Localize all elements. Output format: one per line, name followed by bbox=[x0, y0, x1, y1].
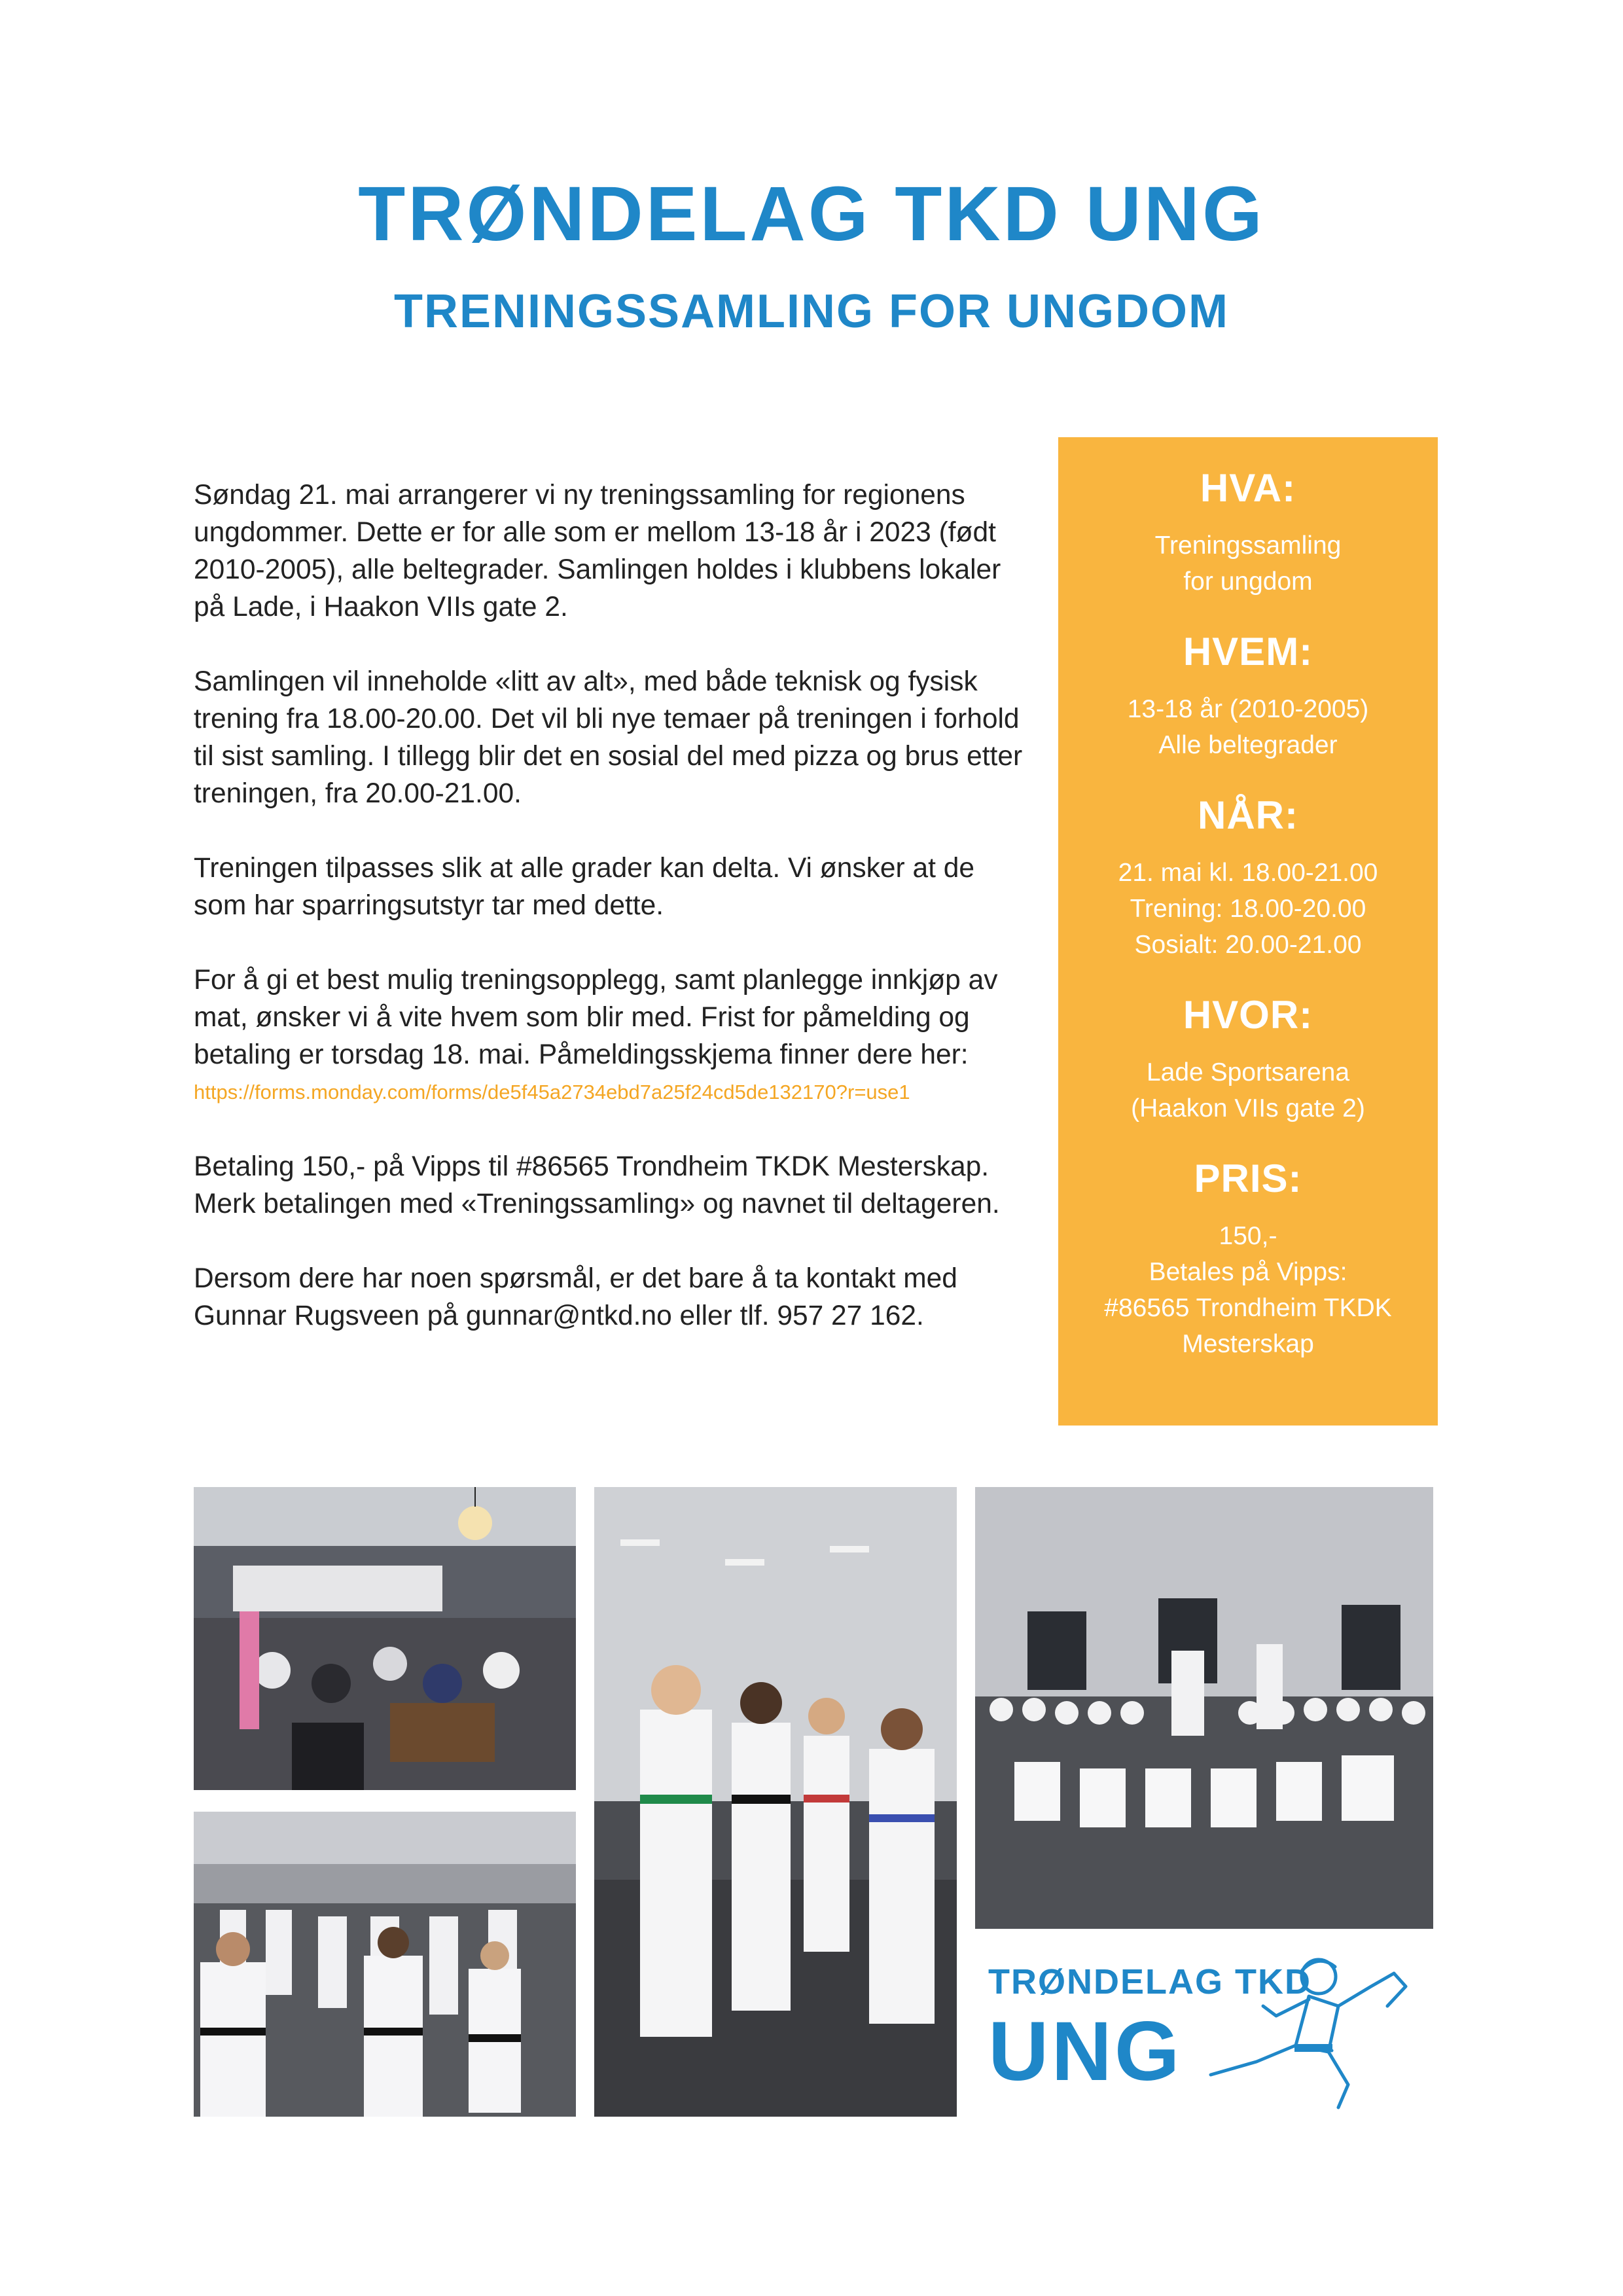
info-price-line: Mesterskap bbox=[1182, 1330, 1314, 1358]
info-price-line: #86565 Trondheim TKDK bbox=[1104, 1294, 1392, 1322]
page-title: TRØNDELAG TKD UNG bbox=[358, 171, 1265, 257]
info-who-line: Alle beltegrader bbox=[1158, 731, 1338, 759]
info-where bbox=[1058, 993, 1438, 1126]
page-subtitle: TRENINGSSAMLING FOR UNGDOM bbox=[394, 285, 1229, 338]
photo-lineup bbox=[194, 1812, 576, 2117]
info-box bbox=[1058, 437, 1438, 1426]
info-what-heading: HVA: bbox=[1200, 466, 1296, 510]
info-who bbox=[1058, 632, 1438, 763]
info-price bbox=[1058, 1159, 1438, 1362]
paragraph-grades: Treningen tilpasses slik at alle grader kan delta. Vi ønsker at de som har sparringsutstyr tar med dette. bbox=[194, 853, 974, 921]
paragraph-intro: Søndag 21. mai arrangerer vi ny treningssamling for regionens ungdommer. Dette er for alle som er mellom 13-18 år i 2023 (født 2010-2005), alle beltegrader. Samlingen holdes i klubbens lokaler på Lade, i Haakon VIIs gate 2. bbox=[194, 480, 1001, 622]
info-when-heading: NÅR: bbox=[1198, 793, 1298, 837]
paragraph-contact: Dersom dere har noen spørsmål, er det bare å ta kontakt med Gunnar Rugsveen på gunnar@ntkd.no eller tlf. 957 27 162. bbox=[194, 1263, 957, 1331]
info-where-line: (Haakon VIIs gate 2) bbox=[1131, 1094, 1365, 1122]
info-what-line: Treningssamling bbox=[1154, 531, 1342, 560]
brand-logo bbox=[988, 1947, 1440, 2117]
info-when-line: Trening: 18.00-20.00 bbox=[1130, 895, 1366, 923]
info-price-line: 150,- bbox=[1219, 1222, 1277, 1250]
info-where-line: Lade Sportsarena bbox=[1146, 1058, 1350, 1086]
info-when-line: Sosialt: 20.00-21.00 bbox=[1134, 931, 1362, 959]
info-where-heading: HVOR: bbox=[1183, 993, 1313, 1037]
info-price-line: Betales på Vipps: bbox=[1149, 1258, 1347, 1286]
paragraph-registration bbox=[194, 961, 1031, 1111]
photo-training bbox=[594, 1487, 957, 2117]
info-when bbox=[1058, 793, 1438, 963]
info-who-line: 13-18 år (2010-2005) bbox=[1127, 695, 1369, 723]
photo-circle bbox=[975, 1487, 1433, 1929]
registration-link[interactable]: https://forms.monday.com/forms/de5f45a2734ebd7a25f24cd5de132170?r=use1 bbox=[194, 1081, 910, 1103]
info-what-line: for ungdom bbox=[1183, 567, 1313, 596]
paragraph-content: Samlingen vil inneholde «litt av alt», med både teknisk og fysisk trening fra 18.00-20.00. Det vil bli nye temaer på treningen i forhold til sist samling. I tillegg blir det en sosial del med pizza og brus etter treningen, fra 20.00-21.00. bbox=[194, 666, 1023, 809]
info-when-line: 21. mai kl. 18.00-21.00 bbox=[1118, 859, 1378, 887]
logo-text-line2: UNG bbox=[988, 2005, 1183, 2098]
body-text bbox=[194, 476, 1031, 1372]
paragraph-payment: Betaling 150,- på Vipps til #86565 Trondheim TKDK Mesterskap. Merk betalingen med «Treningssamling» og navnet til deltageren. bbox=[194, 1151, 1000, 1219]
info-who-heading: HVEM: bbox=[1183, 630, 1313, 673]
logo-text-line1: TRØNDELAG TKD bbox=[988, 1962, 1311, 2001]
registration-text: For å gi et best mulig treningsopplegg, samt planlegge innkjøp av mat, ønsker vi å vite hvem som blir med. Frist for påmelding og betaling er torsdag 18. mai. Påmeldingsskjema finner dere her: bbox=[194, 965, 998, 1070]
taekwondo-kicker-icon bbox=[1198, 1947, 1440, 2111]
info-what bbox=[1058, 466, 1438, 600]
info-price-heading: PRIS: bbox=[1194, 1157, 1302, 1200]
photo-social-gathering bbox=[194, 1487, 576, 1790]
